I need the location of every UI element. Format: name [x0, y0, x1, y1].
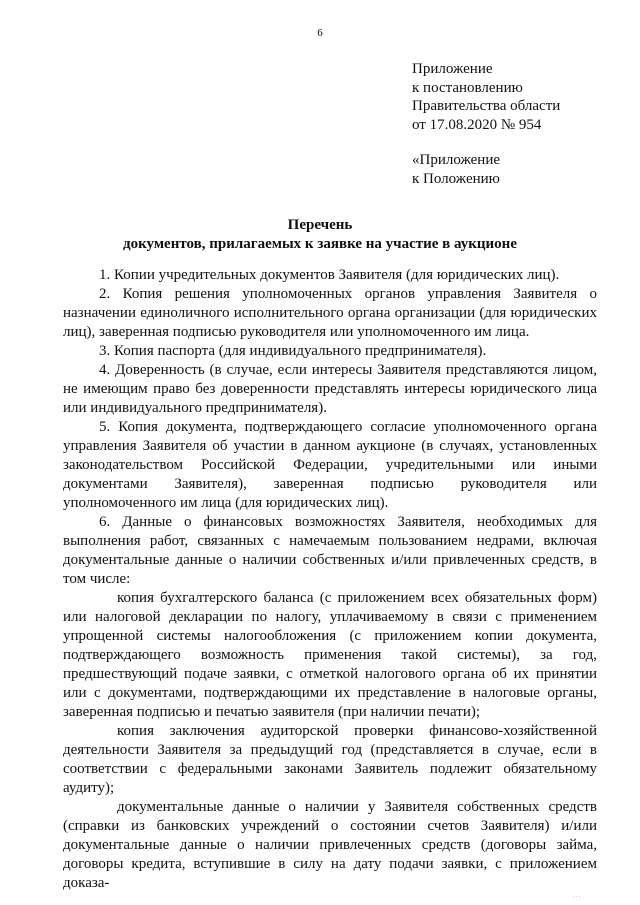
- list-item: 2. Копия решения уполномоченных органов управления Заявителя о назначении единоличного исполнительного органа организации (для юридических лиц), заверенная подписью руководителя или уполномоченного им лица.: [63, 286, 597, 340]
- appendix-line: от 17.08.2020 № 954: [412, 116, 542, 133]
- appendix-line: «Приложение: [412, 152, 501, 168]
- heading-title: Перечень: [287, 217, 353, 233]
- appendix-line: Приложение: [412, 61, 493, 77]
- sub-item: документальные данные о наличии у Заявителя собственных средств (справки из банковских учреждений о состоянии счетов Заявителя) и/или документальные данные о наличии привлеченных средств (договоры займа, договоры кредита, вступившие в силу на дату подачи заявки, с приложением доказа-: [63, 799, 597, 891]
- spacer: [412, 134, 560, 151]
- list-item: 1. Копии учредительных документов Заявителя (для юридических лиц).: [99, 267, 560, 283]
- list-item: 3. Копия паспорта (для индивидуального предпринимателя).: [99, 343, 487, 359]
- page-number: 6: [317, 27, 323, 39]
- list-item: 5. Копия документа, подтверждающего согласие уполномоченного органа управления Заявителя об участии в данном аукционе (в случаях, установленных законодательством Российской Федерации, учредительными или иными документами Заявителя), заверенная подписью руководителя или уполномоченного им лица (для юридических лиц).: [63, 419, 597, 511]
- appendix-line: к постановлению: [412, 79, 523, 96]
- heading-subtitle: документов, прилагаемых к заявке на участие в аукционе: [123, 236, 517, 252]
- sub-item: копия бухгалтерского баланса (с приложением всех обязательных форм) или налоговой декларации по налогу, уплачиваемому в связи с применением упрощенной системы налогообложения (с приложением копии документа, подтверждающего возможность применения такой системы), за год, предшествующий подаче заявки, с отметкой налогового органа об их принятии или с документами, подтверждающими их представление в налоговые органы, заверенная подписью и печатью заявителя (при наличии печати);: [63, 590, 597, 720]
- list-item: 4. Доверенность (в случае, если интересы Заявителя представляются лицом, не имеющим право без доверенности представлять интересы юридического лица или индивидуального предпринимателя).: [63, 362, 597, 416]
- document-heading: [0, 216, 640, 254]
- document-body: [63, 266, 597, 893]
- scan-mark: . . .: [572, 893, 580, 899]
- appendix-line: к Положению: [412, 170, 500, 187]
- appendix-line: Правительства области: [412, 98, 561, 114]
- sub-item: копия заключения аудиторской проверки финансово-хозяйственной деятельности Заявителя за предыдущий год (представляется в случае, если в соответствии с федеральными законами Заявитель подлежит обязательному аудиту);: [63, 723, 597, 796]
- list-item: 6. Данные о финансовых возможностях Заявителя, необходимых для выполнения работ, связанных с намечаемым пользованием недрами, включая документальные данные о наличии собственных и/или привлеченных средств, в том числе:: [63, 514, 597, 587]
- appendix-header: [412, 60, 560, 188]
